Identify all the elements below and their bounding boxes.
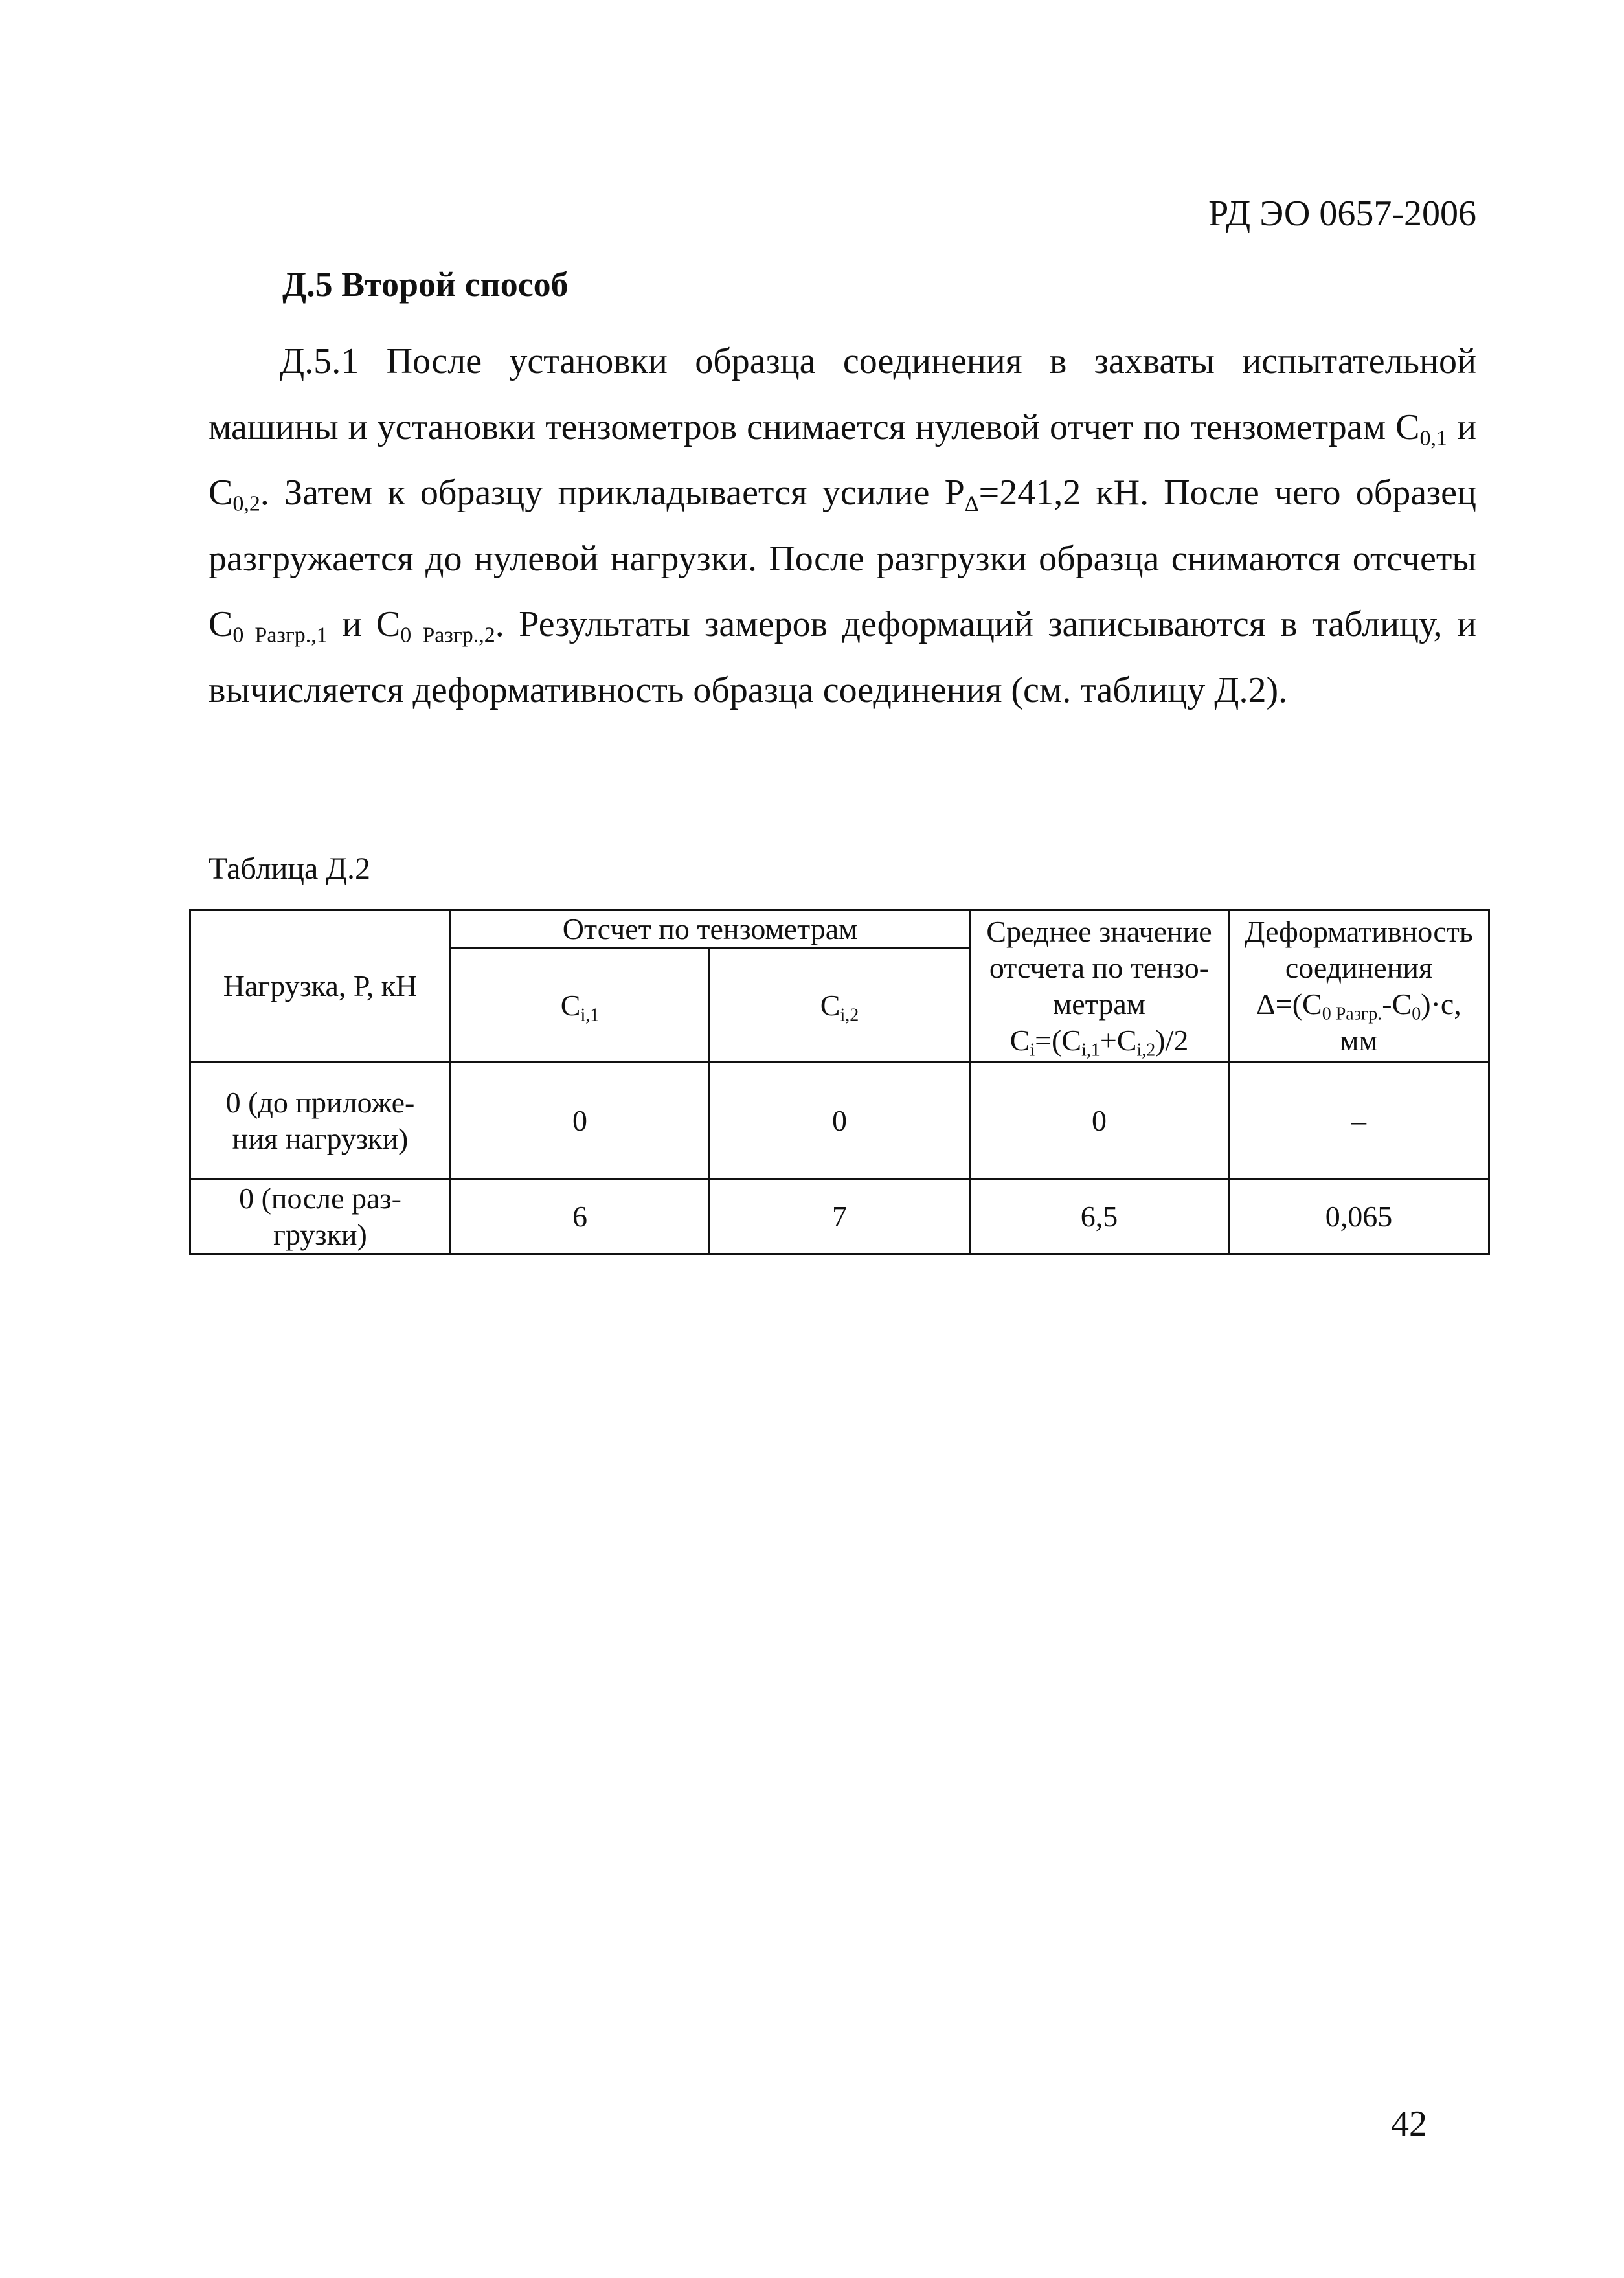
header-ci2: $C_{i,2}$: [710, 949, 970, 1063]
header-deformation: Деформативность соединения $\Delta=(C_{0 Разгр.}-C_0)\cdot c$, мм: [1229, 910, 1489, 1063]
table-header-row: [190, 910, 1489, 949]
table-row: [190, 1179, 1489, 1254]
deformation-table: [189, 909, 1490, 1255]
section-paragraph: Д.5.1 После установки образца соединения в захваты испытательной машины и установки тензометров снимается нулевой отчет по тензометрам $C_{0,1}$ и $C_{0,2}$. Затем к образцу прикладывается усилие $P_\Delta=241,2$ кН. После чего образец разгружается до нулевой нагрузки. После разгрузки образца снимаются отсчеты $C_{0 Разгр.,1}$ и $C_{0 Разгр.,2}$. Результаты замеров деформаций записываются в таблицу, и вычисляется деформативность образца соединения (см. таблицу Д.2).: [209, 341, 1476, 710]
cell-mean: 0: [970, 1063, 1229, 1179]
page-number: 42: [1391, 2104, 1427, 2144]
cell-ci1: 6: [451, 1179, 710, 1254]
cell-ci1: 0: [451, 1063, 710, 1179]
cell-load: 0 (до приложе- ния нагрузки): [190, 1063, 451, 1179]
cell-deformation: 0,065: [1229, 1179, 1489, 1254]
header-load: Нагрузка, Р, кН: [190, 910, 451, 1063]
table-caption: Таблица Д.2: [209, 851, 371, 886]
header-ci1: $C_{i,1}$: [451, 949, 710, 1063]
cell-ci2: 0: [710, 1063, 970, 1179]
mean-formula: $C_i=(C_{i,1}+C_{i,2})/2$: [1009, 1024, 1189, 1061]
cell-ci2: 7: [710, 1179, 970, 1254]
document-code: РД ЭО 0657-2006: [1208, 194, 1476, 234]
header-mean: Среднее значение отсчета по тензо- метрам $C_i=(C_{i,1}+C_{i,2})/2$: [970, 910, 1229, 1063]
cell-load: 0 (после раз- грузки): [190, 1179, 451, 1254]
cell-mean: 6,5: [970, 1179, 1229, 1254]
table-row: [190, 1063, 1489, 1179]
deformation-formula: $\Delta=(C_{0 Разгр.}-C_0)\cdot c$,: [1256, 987, 1461, 1024]
header-readings: Отсчет по тензометрам: [451, 910, 970, 949]
cell-deformation: –: [1229, 1063, 1489, 1179]
section-heading: Д.5 Второй способ: [282, 265, 569, 304]
